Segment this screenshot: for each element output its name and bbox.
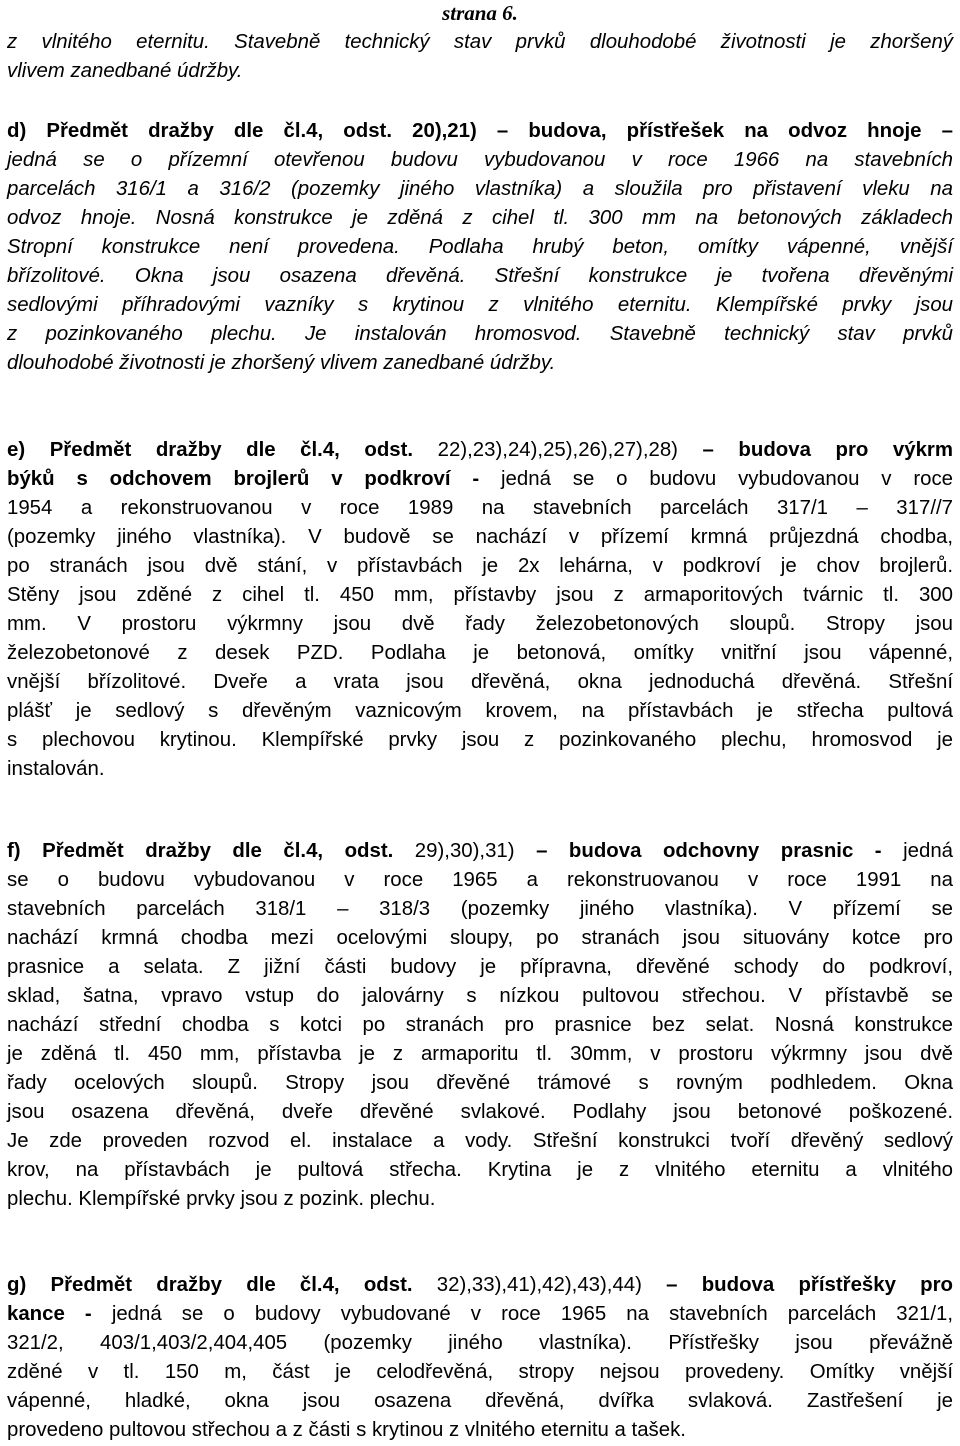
- paragraph-d: [7, 117, 953, 378]
- text-line: vlivem zanedbané údržby.: [7, 60, 243, 82]
- section-title: kance -: [7, 1303, 92, 1325]
- paragraph-c-continuation: [7, 28, 953, 86]
- text-line: plášť je sedlový s dřevěným vaznicovým krovem, na přístavbách je střecha pultová: [7, 700, 953, 722]
- text-line: provedeno pultovou střechou a z části s krytinou z vlnitého eternitu a tašek.: [7, 1419, 686, 1441]
- text-fragment: jedná se o budovu vybudovanou v roce: [479, 468, 953, 490]
- paragraph-e: [7, 436, 953, 784]
- section-title: – budova pro výkrm: [702, 439, 953, 461]
- section-title: – budova přístřešky pro: [666, 1274, 954, 1296]
- text-fragment: jedná: [881, 840, 953, 862]
- text-line: parcelách 316/1 a 316/2 (pozemky jiného vlastníka) a sloužila pro přistavení vleku na: [7, 178, 953, 200]
- text-line: Stěny jsou zděné z cihel tl. 450 mm, přístavby jsou z armaporitových tvárnic tl. 300: [7, 584, 953, 606]
- section-title: – budova odchovny prasnic -: [536, 840, 882, 862]
- text-line: 321/2, 403/1,403/2,404,405 (pozemky jiného vlastníka). Přístřešky jsou převážně: [7, 1332, 953, 1354]
- text-line: z vlnitého eternitu. Stavebně technický stav prvků dlouhodobé životnosti je zhoršený: [7, 31, 953, 53]
- paragraph-d-heading-line: [7, 117, 953, 146]
- text-line: vnější břízolitové. Dveře a vrata jsou dřevěná, okna jednoduchá dřevěná. Střešní: [7, 671, 953, 693]
- text-line: dlouhodobé životnosti je zhoršený vlivem zanedbané údržby.: [7, 352, 556, 374]
- text-line: 1954 a rekonstruovanou v roce 1989 na stavebních parcelách 317/1 – 317//7: [7, 497, 953, 519]
- text-line: prasnice a selata. Z jižní části budovy je přípravna, dřevěné schody do podkroví,: [7, 956, 953, 978]
- text-line: řady ocelových sloupů. Stropy jsou dřevěné trámové s rovným podhledem. Okna: [7, 1072, 953, 1094]
- text-line: jsou osazena dřevěná, dveře dřevěné svlakové. Podlahy jsou betonové poškozené.: [7, 1101, 953, 1123]
- paragraph-g: [7, 1271, 953, 1445]
- section-heading: g) Předmět dražby dle čl.4, odst.: [7, 1274, 413, 1296]
- text-line: Je zde proveden rozvod el. instalace a vody. Střešní konstrukci tvoří dřevěný sedlový: [7, 1130, 953, 1152]
- paragraph-g-heading-line: [7, 1271, 953, 1300]
- section-reference: 22),23),24),25),26),27),28): [413, 439, 703, 461]
- paragraph-g-title-line: [7, 1300, 953, 1329]
- paragraph-e-title-line: [7, 465, 953, 494]
- section-reference: 32),33),41),42),43),44): [412, 1274, 667, 1296]
- text-line: plechu. Klempířské prvky jsou z pozink. plechu.: [7, 1188, 436, 1210]
- section-heading: e) Předmět dražby dle čl.4, odst.: [7, 439, 414, 461]
- paragraph-f-heading-line: [7, 837, 953, 866]
- text-line: (pozemky jiného vlastníka). V budově se nachází v přízemí krmná průjezdná chodba,: [7, 526, 953, 548]
- text-line: sklad, šatna, vpravo vstup do jalovárny s nízkou pultovou střechou. V přístavbě se: [7, 985, 953, 1007]
- text-line: se o budovu vybudovanou v roce 1965 a rekonstruovanou v roce 1991 na: [7, 869, 953, 891]
- text-line: nachází střední chodba s kotci po stranách pro prasnice bez selat. Nosná konstrukce: [7, 1014, 953, 1036]
- section-reference: 29),30),31): [393, 840, 537, 862]
- section-heading: f) Předmět dražby dle čl.4, odst.: [7, 840, 394, 862]
- text-line: mm. V prostoru výkrmny jsou dvě řady železobetonových sloupů. Stropy jsou: [7, 613, 953, 635]
- section-heading: d) Předmět dražby dle čl.4, odst.: [7, 120, 393, 142]
- text-line: z pozinkovaného plechu. Je instalován hromosvod. Stavebně technický stav prvků: [7, 323, 953, 345]
- text-line: vápenné, hladké, okna jsou osazena dřevěná, dvířka svlaková. Zastřešení je: [7, 1390, 953, 1412]
- paragraph-f: [7, 837, 953, 1214]
- section-title: býků s odchovem brojlerů v podkroví -: [7, 468, 480, 490]
- text-line: je zděná tl. 450 mm, přístavba je z armaporitu tl. 30mm, v prostoru výkrmny jsou dvě: [7, 1043, 953, 1065]
- text-line: železobetonové z desek PZD. Podlaha je betonová, omítky vnitřní jsou vápenné,: [7, 642, 953, 664]
- text-line: stavebních parcelách 318/1 – 318/3 (pozemky jiného vlastníka). V přízemí se: [7, 898, 953, 920]
- text-line: po stranách jsou dvě stání, v přístavbách je 2x lehárna, v podkroví je chov brojlerů.: [7, 555, 953, 577]
- text-line: zděné v tl. 150 m, část je celodřevěná, stropy nejsou provedeny. Omítky vnější: [7, 1361, 953, 1383]
- text-fragment: jedná se o budovy vybudované v roce 1965 na stavebních parcelách 321/1,: [91, 1303, 953, 1325]
- text-line: jedná se o přízemní otevřenou budovu vybudovanou v roce 1966 na stavebních: [7, 149, 953, 171]
- text-line: sedlovými příhradovými vazníky s krytinou z vlnitého eternitu. Klempířské prvky jsou: [7, 294, 953, 316]
- text-line: odvoz hnoje. Nosná konstrukce je zděná z cihel tl. 300 mm na betonových základech: [7, 207, 953, 229]
- text-line: s plechovou krytinou. Klempířské prvky jsou z pozinkovaného plechu, hromosvod je: [7, 729, 953, 751]
- text-line: nachází krmná chodba mezi ocelovými sloupy, po stranách jsou situovány kotce pro: [7, 927, 953, 949]
- text-line: instalován.: [7, 758, 105, 780]
- section-title: 20),21) – budova, přístřešek na odvoz hnoje –: [392, 120, 953, 142]
- paragraph-e-heading-line: [7, 436, 953, 465]
- text-line: Stropní konstrukce není provedena. Podlaha hrubý beton, omítky vápenné, vnější: [7, 236, 953, 258]
- page-number-header: strana 6.: [442, 1, 518, 25]
- text-line: krov, na přístavbách je pultová střecha. Krytina je z vlnitého eternitu a vlnitého: [7, 1159, 953, 1181]
- text-line: břízolitové. Okna jsou osazena dřevěná. Střešní konstrukce je tvořena dřevěnými: [7, 265, 953, 287]
